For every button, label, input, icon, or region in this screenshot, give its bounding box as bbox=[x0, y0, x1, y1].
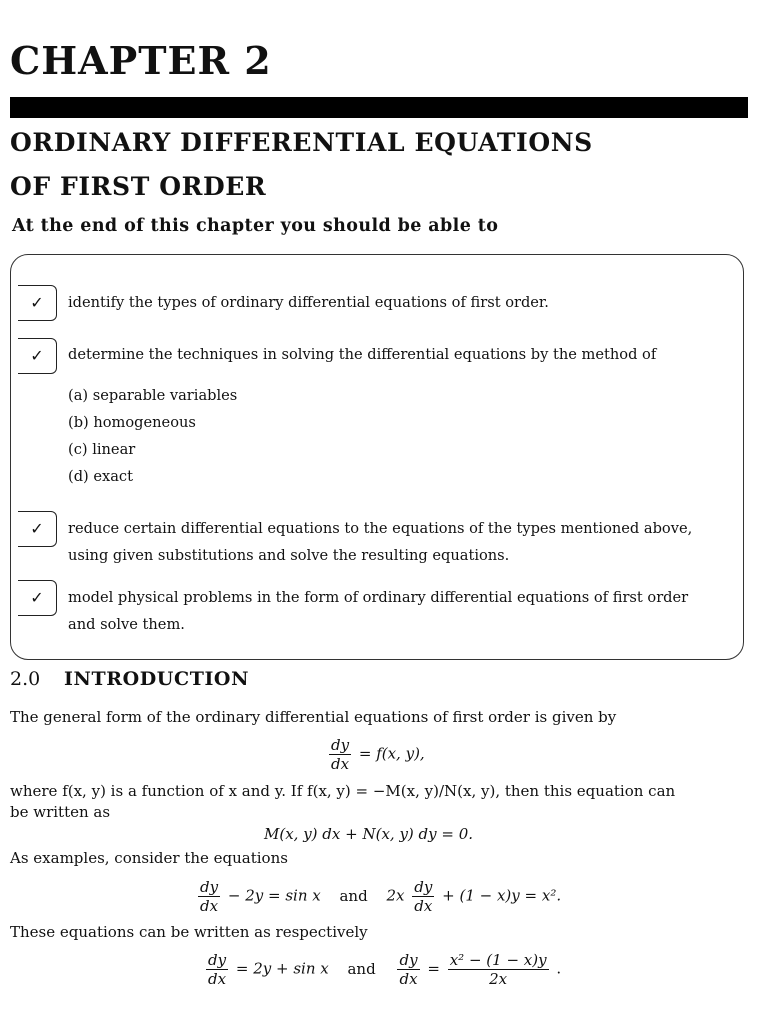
objective-item-reduce-line1: reduce certain differential equations to the equations of the types mentioned above, bbox=[68, 520, 693, 537]
chapter-heading-line2: OF FIRST ORDER bbox=[10, 172, 267, 201]
objective-item-model-line1: model physical problems in the form of ordinary differential equations of first order bbox=[68, 589, 689, 606]
paragraph-examples: As examples, consider the equations bbox=[10, 849, 288, 867]
equation-coefficient: 2x bbox=[386, 886, 405, 905]
section-title: INTRODUCTION bbox=[64, 668, 250, 690]
fraction-denominator: dx bbox=[331, 755, 350, 773]
fraction-numerator: dy bbox=[208, 951, 227, 969]
check-icon: ✓ bbox=[18, 285, 57, 321]
check-icon: ✓ bbox=[18, 580, 57, 616]
intro-paragraph: The general form of the ordinary differential equations of first order is given by bbox=[10, 708, 617, 726]
fraction-denominator: dx bbox=[399, 970, 418, 988]
objective-item-determine: determine the techniques in solving the differential equations by the method of bbox=[68, 346, 657, 363]
method-item: (c) linear bbox=[68, 441, 136, 458]
objective-item-identify: identify the types of ordinary differential equations of first order. bbox=[68, 294, 549, 311]
section-number: 2.0 bbox=[10, 668, 41, 690]
chapter-title: CHAPTER 2 bbox=[10, 38, 272, 83]
check-icon: ✓ bbox=[18, 338, 57, 374]
equation-part: − 2y = sin x bbox=[227, 886, 321, 905]
fraction-denominator: dx bbox=[208, 970, 227, 988]
method-item: (d) exact bbox=[68, 468, 133, 485]
method-item: (b) homogeneous bbox=[68, 414, 196, 431]
fraction-numerator: dy bbox=[414, 878, 433, 896]
equals-sign: = bbox=[427, 959, 440, 978]
paragraph-where: where f(x, y) is a function of x and y. If f(x, y) = −M(x, y)/N(x, y), then this equation can bbox=[10, 782, 676, 800]
equation-differential-form: M(x, y) dx + N(x, y) dy = 0. bbox=[264, 825, 474, 843]
paragraph-where-cont: be written as bbox=[10, 803, 111, 821]
and-word: and bbox=[347, 959, 376, 978]
equation-rewritten: $\frac{dy}{dx}$ = 2y + sin x and $\frac{dy}{dx}$ = $\frac{\text{x² − (1 − x)y}}{2x}$ . bbox=[208, 951, 562, 988]
method-item: (a) separable variables bbox=[68, 387, 238, 404]
fraction-denominator: 2x bbox=[489, 970, 508, 988]
fraction-denominator: dx bbox=[200, 897, 219, 915]
objective-item-model-line2: and solve them. bbox=[68, 616, 185, 633]
fraction-numerator: dy bbox=[399, 951, 418, 969]
equation-rhs: = f(x, y), bbox=[358, 744, 425, 763]
equation-part: + (1 − x)y = x². bbox=[442, 886, 562, 905]
chapter-rule bbox=[10, 97, 748, 118]
chapter-heading-line1: ORDINARY DIFFERENTIAL EQUATIONS bbox=[10, 128, 593, 157]
fraction-numerator: dy bbox=[200, 878, 219, 896]
fraction-numerator: x² − (1 − x)y bbox=[449, 951, 547, 969]
equation-general-form bbox=[326, 736, 425, 773]
and-word: and bbox=[339, 886, 368, 905]
objective-item-reduce-line2: using given substitutions and solve the resulting equations. bbox=[68, 547, 510, 564]
check-icon: ✓ bbox=[18, 511, 57, 547]
equation-examples bbox=[195, 878, 561, 915]
fraction-denominator: dx bbox=[414, 897, 433, 915]
fraction-numerator: dy bbox=[331, 736, 350, 754]
objectives-intro: At the end of this chapter you should be able to bbox=[12, 216, 499, 236]
paragraph-respectively: These equations can be written as respectively bbox=[10, 923, 368, 941]
equation-part: = 2y + sin x bbox=[235, 959, 329, 978]
